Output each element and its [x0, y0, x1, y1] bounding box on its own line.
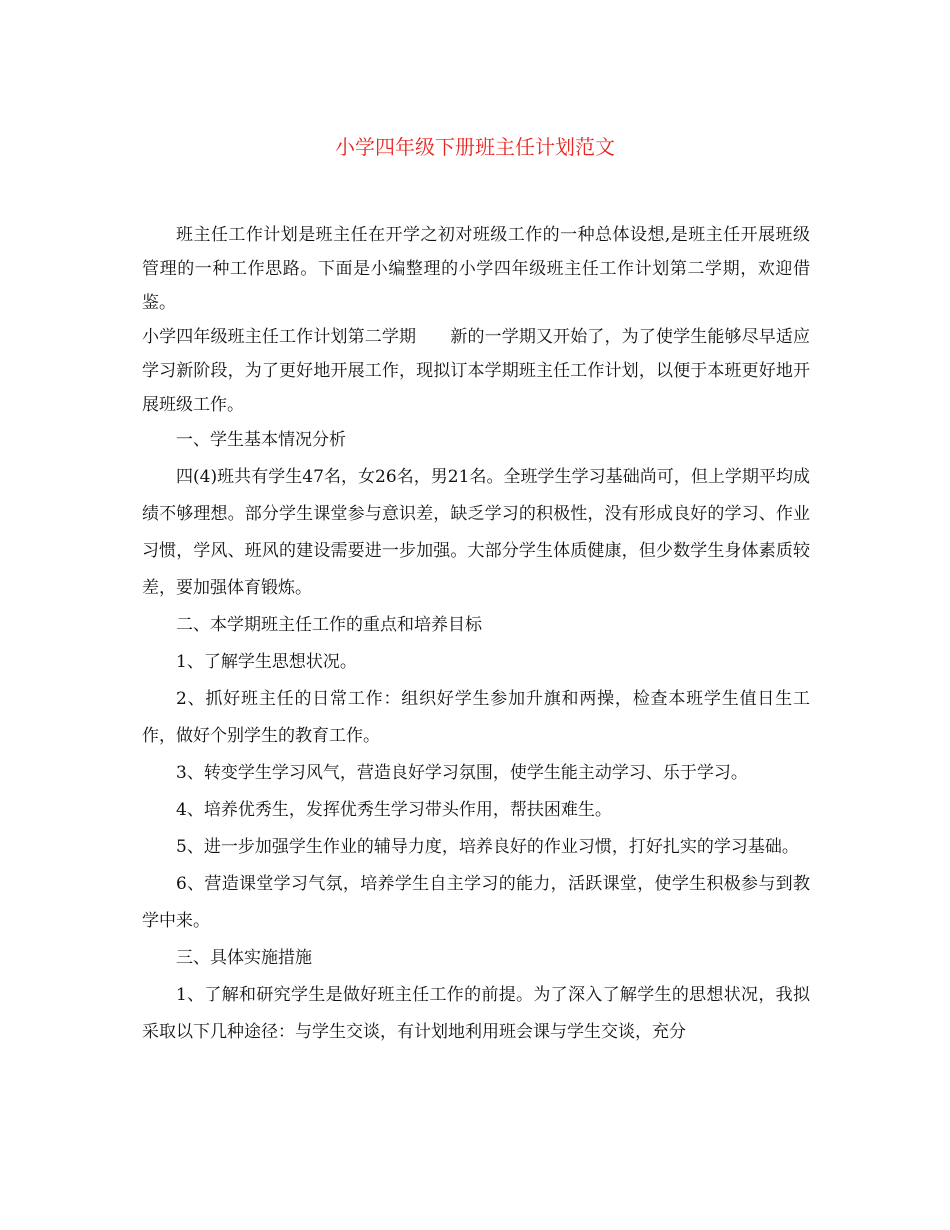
section-heading-1: 一、学生基本情况分析	[176, 430, 346, 450]
list-item-goal-1: 1、了解学生思想状况。	[176, 652, 357, 672]
paragraph-plan-heading: 小学四年级班主任工作计划第二学期 新的一学期又开始了，为了使学生能够尽早适应学习新阶段，为了更好地开展工作，现拟订本学期班主任工作计划，以便于本班更好地开展班级工作。	[142, 327, 810, 415]
document-body	[142, 218, 810, 1051]
paragraph-intro: 班主任工作计划是班主任在开学之初对班级工作的一种总体设想,是班主任开展班级管理的一种工作思路。下面是小编整理的小学四年级班主任工作计划第二学期，欢迎借鉴。	[142, 225, 810, 313]
section-heading-2: 二、本学期班主任工作的重点和培养目标	[176, 615, 482, 635]
section-heading-3: 三、具体实施措施	[176, 948, 312, 968]
list-item-goal-4: 4、培养优秀生，发挥优秀生学习带头作用，帮扶困难生。	[176, 800, 612, 820]
list-item-goal-3: 3、转变学生学习风气，营造良好学习氛围，使学生能主动学习、乐于学习。	[176, 763, 748, 783]
list-item-goal-6: 6、营造课堂学习气氛，培养学生自主学习的能力，活跃课堂，使学生积极参与到教学中来。	[142, 874, 810, 931]
list-item-measure-1: 1、了解和研究学生是做好班主任工作的前提。为了深入了解学生的思想状况，我拟采取以下几种途径：与学生交谈，有计划地利用班会课与学生交谈，充分	[142, 985, 810, 1042]
list-item-goal-2: 2、抓好班主任的日常工作：组织好学生参加升旗和两操，检查本班学生值日生工作，做好个别学生的教育工作。	[142, 689, 810, 746]
list-item-goal-5: 5、进一步加强学生作业的辅导力度，培养良好的作业习惯，打好扎实的学习基础。	[176, 837, 799, 857]
paragraph-student-analysis: 四(4)班共有学生47名，女26名，男21名。全班学生学习基础尚可，但上学期平均成绩不够理想。部分学生课堂参与意识差，缺乏学习的积极性，没有形成良好的学习、作业习惯，学风、班风的建设需要进一步加强。大部分学生体质健康，但少数学生身体素质较差，要加强体育锻炼。	[142, 467, 810, 598]
page-title: 小学四年级下册班主任计划范文	[335, 135, 615, 159]
